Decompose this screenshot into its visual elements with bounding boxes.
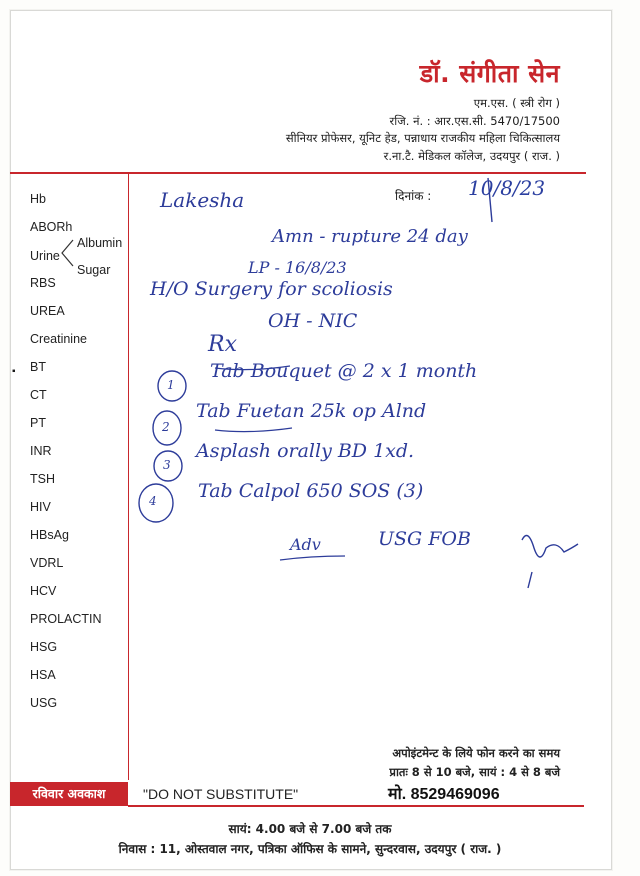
test-urine-albumin: Albumin xyxy=(77,236,123,250)
test-rbs: RBS xyxy=(30,276,56,290)
do-not-substitute: "DO NOT SUBSTITUTE" xyxy=(143,786,299,802)
test-pt: PT xyxy=(30,416,46,430)
advice-underline xyxy=(280,556,345,560)
appointment-title: अपोइंटमेन्ट के लिये फोन करने का समय xyxy=(392,746,560,760)
patient-name: Lakesha xyxy=(160,188,245,212)
rx-item-3: Asplash orally BD 1xd. xyxy=(196,440,415,462)
history-lmp: LP - 16/8/23 xyxy=(248,258,347,277)
test-urea: UREA xyxy=(30,304,65,318)
rx-item-4: Tab Calpol 650 SOS (3) xyxy=(198,480,424,502)
history-line-3: OH - NIC xyxy=(268,310,358,332)
rx-number-4-circle xyxy=(139,484,173,522)
doctor-name: डॉ. संगीता सेन xyxy=(419,59,560,88)
test-hsa: HSA xyxy=(30,668,56,682)
rx-item-3-number: 3 xyxy=(163,458,171,472)
test-urine: Urine xyxy=(30,249,60,263)
residence-address: निवास : 11, ओस्तवाल नगर, पत्रिका ऑफिस के सामने, सुन्दरवास, उदयपुर ( राज. ) xyxy=(118,842,502,856)
test-hsg: HSG xyxy=(30,640,58,654)
test-creatinine: Creatinine xyxy=(30,332,87,346)
test-vdrl: VDRL xyxy=(30,556,64,570)
test-tsh: TSH xyxy=(30,472,55,486)
test-hbsag: HBsAg xyxy=(30,528,69,542)
appointment-times: प्रातः 8 से 10 बजे, सायं : 4 से 8 बजे xyxy=(389,765,560,779)
advice-text: USG FOB xyxy=(378,528,471,550)
test-urine-sugar: Sugar xyxy=(77,263,111,277)
rx-item-2: Tab Fuetan 25k op Alnd xyxy=(196,400,427,422)
test-ct: CT xyxy=(30,388,47,402)
phone-number: मो. 8529469096 xyxy=(388,786,500,803)
test-usg: USG xyxy=(30,696,58,710)
sunday-holiday-label: रविवार अवकाश xyxy=(10,782,128,806)
rx-item-4-number: 4 xyxy=(149,494,157,508)
signature-scribble xyxy=(522,536,578,589)
date-slash-stroke xyxy=(488,178,492,222)
advice-label: Adv xyxy=(290,535,321,554)
registration-number: रजि. नं. : आर.एस.सी. 5470/17500 xyxy=(389,113,560,128)
rx-number-2-circle xyxy=(153,411,181,445)
appointment-info xyxy=(389,744,560,782)
rx-symbol: Rx xyxy=(208,332,237,357)
rx-item-1-number: 1 xyxy=(167,378,175,392)
test-hb: Hb xyxy=(30,192,46,206)
rx-number-3-circle xyxy=(154,451,182,481)
evening-hours: सायं: 4.00 बजे से 7.00 बजे तक xyxy=(228,822,392,836)
rx-item-2-number: 2 xyxy=(162,420,170,434)
test-bt: BT xyxy=(30,360,46,374)
rx-item-1: Tab Bouquet @ 2 x 1 month xyxy=(210,360,478,382)
date-value: 10/8/23 xyxy=(468,176,546,200)
history-line-1: Amn - rupture 24 day xyxy=(272,226,468,247)
test-hiv: HIV xyxy=(30,500,51,514)
footer-divider xyxy=(128,805,584,807)
history-line-2: H/O Surgery for scoliosis xyxy=(150,278,393,300)
bullet-mark: ▪ xyxy=(12,366,16,377)
rx-number-1-circle xyxy=(158,371,186,401)
test-aborh: ABORh xyxy=(30,220,73,234)
date-label: दिनांक : xyxy=(395,189,432,203)
test-prolactin: PROLACTIN xyxy=(30,612,102,626)
designation: सीनियर प्रोफेसर, यूनिट हेड, पन्नाधाय राजकीय महिला चिकित्सालय xyxy=(285,131,560,145)
college: र.ना.टै. मेडिकल कॉलेज, उदयपुर ( राज. ) xyxy=(383,148,560,163)
degree: एम.एस. ( स्त्री रोग ) xyxy=(473,96,560,110)
test-hcv: HCV xyxy=(30,584,57,598)
test-inr: INR xyxy=(30,444,52,458)
